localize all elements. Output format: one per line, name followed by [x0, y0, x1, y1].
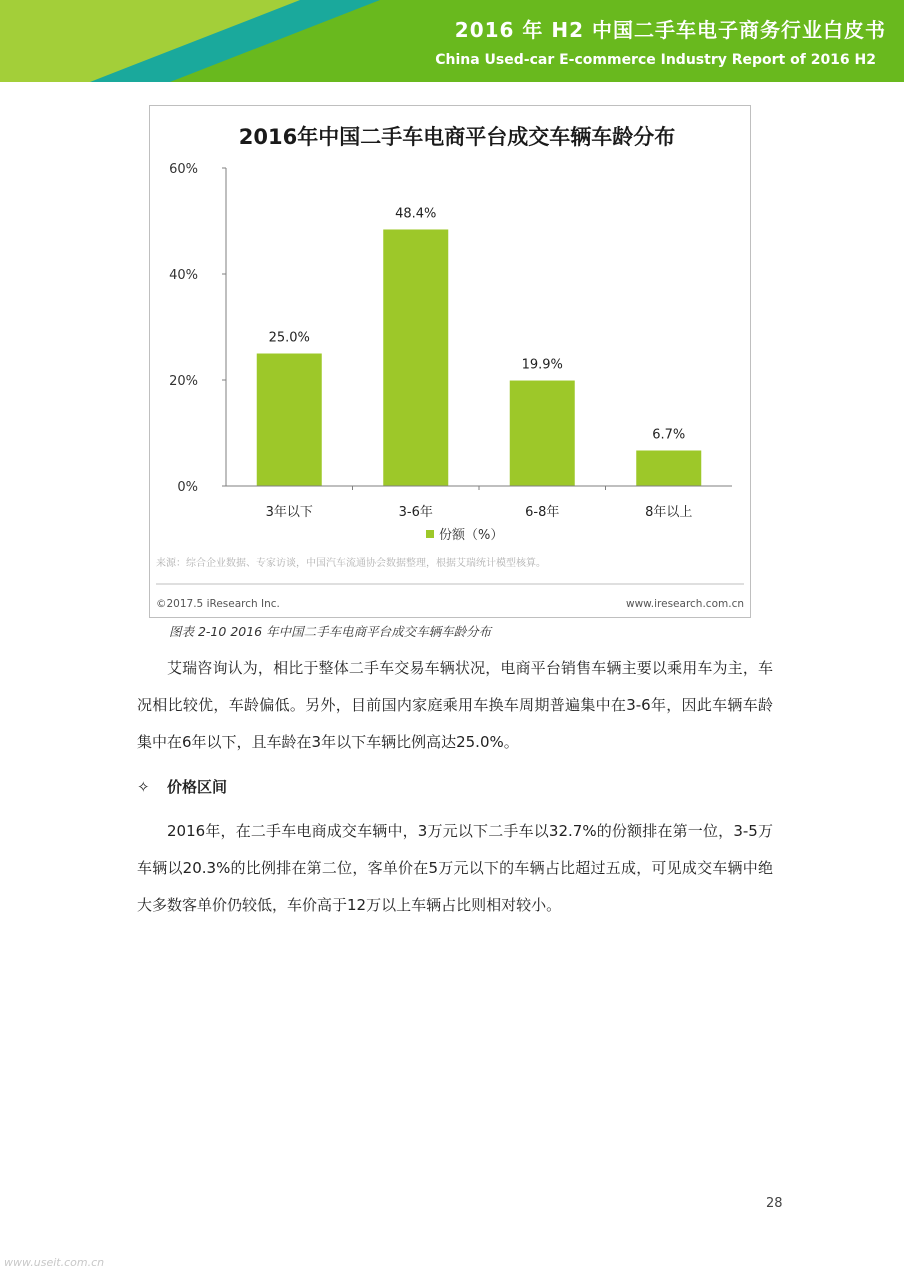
header-banner — [0, 0, 904, 82]
data-label: 19.9% — [521, 357, 563, 373]
chart-website: www.iresearch.com.cn — [625, 598, 744, 610]
legend — [426, 527, 503, 543]
report-subtitle: China Used-car E-commerce Industry Report of 2016 H2 — [435, 52, 876, 68]
legend-label: 份额（%） — [439, 528, 504, 543]
chart-title: 2016年中国二手车电商平台成交车辆车龄分布 — [238, 125, 676, 149]
data-label: 6.7% — [652, 427, 686, 443]
bar — [510, 381, 575, 486]
y-tick-label: 60% — [169, 162, 198, 177]
bar-chart — [150, 106, 750, 617]
data-label: 25.0% — [268, 330, 310, 346]
bar-series — [257, 206, 702, 486]
page-number: 28 — [766, 1196, 783, 1211]
section-title: 价格区间 — [167, 778, 228, 796]
section-heading — [137, 776, 227, 797]
chart-frame — [149, 105, 751, 618]
legend-swatch — [426, 530, 434, 538]
bar — [636, 450, 701, 486]
chart-source: 来源：综合企业数据、专家访谈，中国汽车流通协会数据整理，根据艾瑞统计模型核算。 — [156, 558, 546, 569]
x-axis — [226, 486, 732, 520]
x-tick-label: 8年以上 — [645, 505, 693, 520]
figure-caption: 图表 2-10 2016 年中国二手车电商平台成交车辆车龄分布 — [169, 624, 492, 639]
x-tick-label: 3年以下 — [265, 505, 313, 520]
paragraph-analysis: 艾瑞咨询认为，相比于整体二手车交易车辆状况，电商平台销售车辆主要以乘用车为主，车况相比较优，车龄偏低。另外，目前国内家庭乘用车换车周期普遍集中在3-6年，因此车辆车龄集中在6年以下，且车龄在3年以下车辆比例高达25.0%。 — [137, 659, 773, 751]
y-tick-label: 0% — [177, 480, 198, 495]
bar — [257, 354, 322, 487]
site-watermark: www.useit.com.cn — [4, 1256, 105, 1269]
report-title: 2016 年 H2 中国二手车电子商务行业白皮书 — [454, 18, 886, 42]
x-tick-label: 6-8年 — [525, 505, 560, 520]
bar — [383, 229, 448, 486]
y-tick-label: 20% — [169, 374, 198, 389]
y-tick-label: 40% — [169, 268, 198, 283]
data-label: 48.4% — [395, 206, 437, 222]
y-axis — [169, 162, 226, 495]
paragraph-price-range: 2016年，在二手车电商成交车辆中，3万元以下二手车以32.7%的份额排在第一位，3-5万车辆以20.3%的比例排在第二位，客单价在5万元以下的车辆占比超过五成，可见成交车辆中绝大多数客单价仍较低，车价高于12万以上车辆占比则相对较小。 — [137, 822, 773, 914]
x-tick-label: 3-6年 — [398, 505, 433, 520]
diamond-bullet-icon: ✧ — [137, 778, 150, 796]
chart-copyright: ©2017.5 iResearch Inc. — [156, 598, 280, 610]
